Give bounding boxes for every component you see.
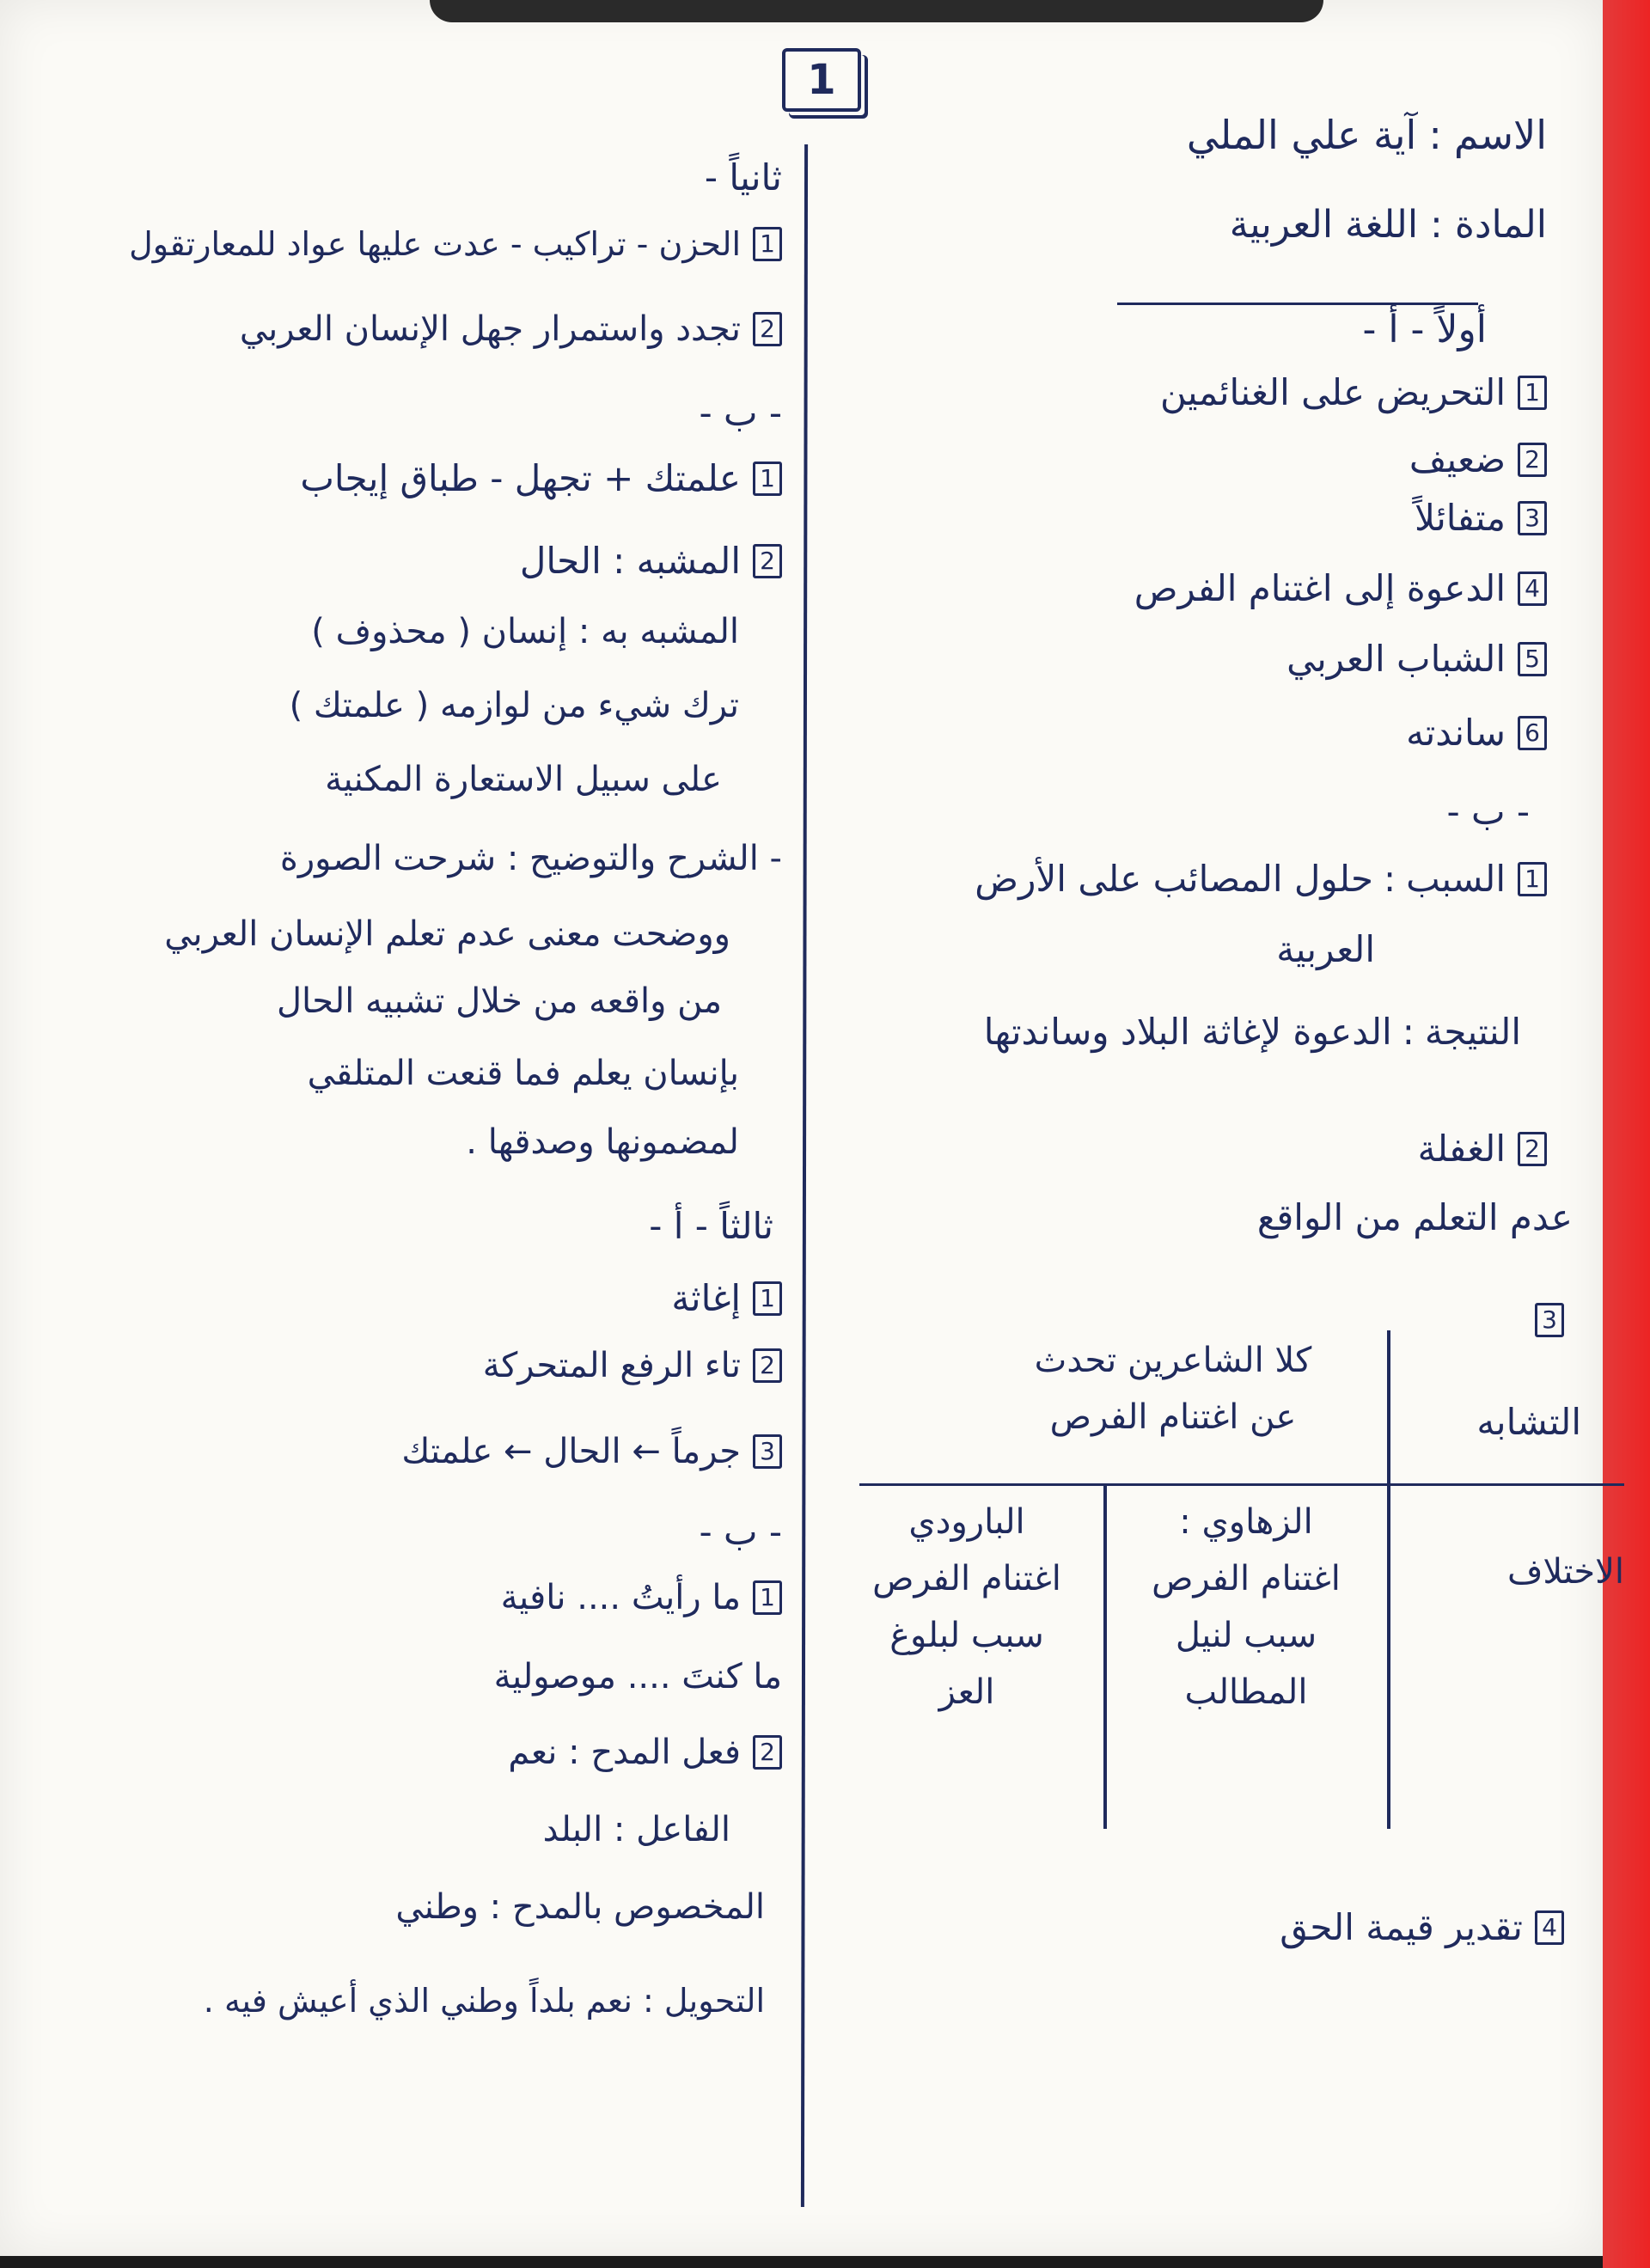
item-number: 1 bbox=[1518, 376, 1547, 410]
b4-text: تقدير قيمة الحق bbox=[1280, 1906, 1523, 1948]
explain-line-4: بإنسان يعلم فما قنعت المتلقي bbox=[307, 1054, 739, 1093]
item-text: إغاثة bbox=[671, 1277, 741, 1319]
item-number: 2 bbox=[753, 312, 782, 346]
name-line: الاسم : آية علي الملي bbox=[1186, 112, 1547, 158]
item-number: 2 bbox=[753, 1735, 782, 1770]
item-text: ضعيف bbox=[1409, 438, 1506, 480]
s2-b1-text: علمتك + تجهل - طباق إيجاب bbox=[300, 457, 741, 499]
cause-continuation: العربية bbox=[1276, 928, 1375, 970]
item-number: 2 bbox=[1518, 443, 1547, 477]
zahawi-line-3: سبب لنيل bbox=[1175, 1616, 1317, 1655]
s3-b1-line-1 bbox=[501, 1578, 782, 1617]
section1-b-title: - ب - bbox=[1446, 791, 1530, 833]
b2-title: الغفلة bbox=[1417, 1128, 1506, 1170]
s2-b2-text-1: المشبه : الحال bbox=[519, 540, 741, 582]
s3-a-item-1 bbox=[671, 1277, 782, 1319]
item-number: 1 bbox=[1518, 862, 1547, 896]
s2-a-item-1 bbox=[129, 225, 782, 263]
explain-line-3: من واقعه من خلال تشبيه الحال bbox=[276, 981, 722, 1021]
cause-text: حلول المصائب على الأرض bbox=[975, 858, 1373, 900]
page-number-box bbox=[782, 48, 861, 112]
s3-b2-text-3: المخصوص بالمدح : وطني bbox=[395, 1887, 765, 1927]
name-label: الاسم bbox=[1453, 112, 1547, 158]
baroudi-cell bbox=[834, 1494, 1100, 1721]
b1-cause-line: 1 السبب : حلول المصائب على الأرض bbox=[975, 858, 1547, 900]
similarity-label: التشابه bbox=[1476, 1401, 1581, 1443]
zahawi-line-1: الزهاوي : bbox=[1179, 1502, 1313, 1542]
s3-b2-text-4: التحويل : نعم بلداً وطني الذي أعيش فيه . bbox=[203, 1982, 765, 2020]
s3-b1-text-1: ما رأيتُ .... نافية bbox=[500, 1578, 741, 1617]
item-text: ساندته bbox=[1406, 712, 1506, 754]
s3-b2-line-1 bbox=[508, 1733, 782, 1772]
clipboard-clip bbox=[430, 0, 1323, 22]
red-binder-edge bbox=[1603, 0, 1650, 2268]
b3-line bbox=[1523, 1303, 1564, 1337]
zahawi-line-4: المطالب bbox=[1184, 1672, 1308, 1712]
item-number: 3 bbox=[753, 1434, 782, 1469]
result-text: الدعوة لإغاثة البلاد وساندتها bbox=[983, 1011, 1392, 1053]
result-label: النتيجة bbox=[1424, 1011, 1521, 1053]
item-number: 2 bbox=[753, 544, 782, 578]
difference-label: الاختلاف bbox=[1506, 1552, 1624, 1592]
s1-a-item-1 bbox=[1160, 371, 1547, 413]
item-number: 4 bbox=[1535, 1910, 1564, 1945]
s2-b-title: - ب - bbox=[699, 392, 782, 434]
s3-a-item-3 bbox=[401, 1432, 782, 1471]
item-number: 4 bbox=[1518, 572, 1547, 606]
item-text: الشباب العربي bbox=[1286, 638, 1506, 680]
item-number: 3 bbox=[1518, 501, 1547, 535]
item-text: الحزن - تراكيب - عدت عليها عواد للمعارتقول bbox=[129, 225, 741, 263]
s1-a-item-6 bbox=[1406, 712, 1547, 754]
s3-b2-text-2: الفاعل : البلد bbox=[542, 1810, 730, 1849]
similarity-text-1: كلا الشاعرين تحدث bbox=[1034, 1341, 1312, 1380]
s1-a-item-3 bbox=[1415, 497, 1547, 539]
explain-line-5: لمضمونها وصدقها . bbox=[466, 1122, 739, 1162]
section3-title: ثالثاً - أ - bbox=[649, 1205, 773, 1247]
item-text: تاء الرفع المتحركة bbox=[482, 1346, 741, 1385]
item-number: 6 bbox=[1518, 716, 1547, 750]
item-number: 1 bbox=[753, 1580, 782, 1615]
b4-line bbox=[1280, 1906, 1564, 1948]
s2-a-item-2 bbox=[240, 309, 782, 349]
item-number: 2 bbox=[753, 1348, 782, 1383]
s2-b2-line-1 bbox=[520, 540, 782, 582]
item-number: 3 bbox=[1535, 1303, 1564, 1337]
item-number: 1 bbox=[753, 462, 782, 496]
baroudi-line-1: البارودي bbox=[908, 1502, 1025, 1542]
item-text: تجدد واستمرار جهل الإنسان العربي bbox=[239, 309, 741, 349]
student-name: آية علي الملي bbox=[1186, 112, 1417, 158]
s1-a-item-5 bbox=[1286, 638, 1547, 680]
section1-title: أولاً - أ - bbox=[1362, 308, 1487, 352]
s3-a-item-2 bbox=[483, 1346, 782, 1385]
s2-b2-text-4: على سبيل الاستعارة المكنية bbox=[325, 760, 722, 799]
item-text: التحريض على الغنائمين bbox=[1159, 371, 1506, 413]
explain-line-1: - الشرح والتوضيح : شرحت الصورة bbox=[279, 839, 782, 878]
b2-line bbox=[1418, 1128, 1547, 1170]
cause-label: السبب bbox=[1406, 858, 1506, 900]
s3-b-title: - ب - bbox=[699, 1511, 782, 1553]
item-number: 5 bbox=[1518, 642, 1547, 676]
s3-b1-text-2: ما كنتَ .... موصولية bbox=[493, 1657, 782, 1696]
b2-text: عدم التعلم من الواقع bbox=[1256, 1196, 1573, 1238]
table-horizontal-line bbox=[859, 1483, 1624, 1486]
s3-b2-text-1: فعل المدح : نعم bbox=[508, 1733, 741, 1772]
b1-result-line: النتيجة : الدعوة لإغاثة البلاد وساندتها bbox=[983, 1011, 1521, 1053]
item-number: 1 bbox=[753, 227, 782, 261]
subject-name: اللغة العربية bbox=[1229, 203, 1419, 247]
baroudi-line-3: سبب لبلوغ bbox=[889, 1616, 1044, 1655]
explain-line-2: ووضحت معنى عدم تعلم الإنسان العربي bbox=[164, 914, 730, 954]
baroudi-line-2: اغتنام الفرص bbox=[872, 1559, 1061, 1599]
page-number: 1 bbox=[807, 56, 836, 104]
zahawi-line-2: اغتنام الفرص bbox=[1152, 1559, 1341, 1599]
subject-line: المادة : اللغة العربية bbox=[1229, 203, 1547, 247]
zahawi-cell bbox=[1109, 1494, 1384, 1721]
s1-a-item-4 bbox=[1134, 567, 1547, 609]
item-text: الدعوة إلى اغتنام الفرص bbox=[1134, 567, 1506, 609]
item-text: جرماً ← الحال ← علمتك bbox=[401, 1432, 741, 1471]
section2-title: ثانياً - bbox=[704, 156, 782, 199]
subject-label: المادة bbox=[1454, 203, 1547, 247]
s1-a-item-2 bbox=[1409, 438, 1547, 480]
s2-b1-line bbox=[300, 457, 782, 499]
item-number: 2 bbox=[1518, 1132, 1547, 1166]
s2-b2-text-2: المشبه به : إنسان ( محذوف ) bbox=[311, 612, 739, 651]
item-text: متفائلاً bbox=[1415, 497, 1506, 539]
header-underline bbox=[1117, 303, 1478, 305]
table-vertical-line-2 bbox=[1103, 1483, 1107, 1829]
similarity-text-2: عن اغتنام الفرص bbox=[1049, 1397, 1297, 1437]
s2-b2-text-3: ترك شيء من لوازمه ( علمتك ) bbox=[289, 686, 739, 725]
baroudi-line-4: العز bbox=[938, 1672, 995, 1712]
item-number: 1 bbox=[753, 1281, 782, 1316]
